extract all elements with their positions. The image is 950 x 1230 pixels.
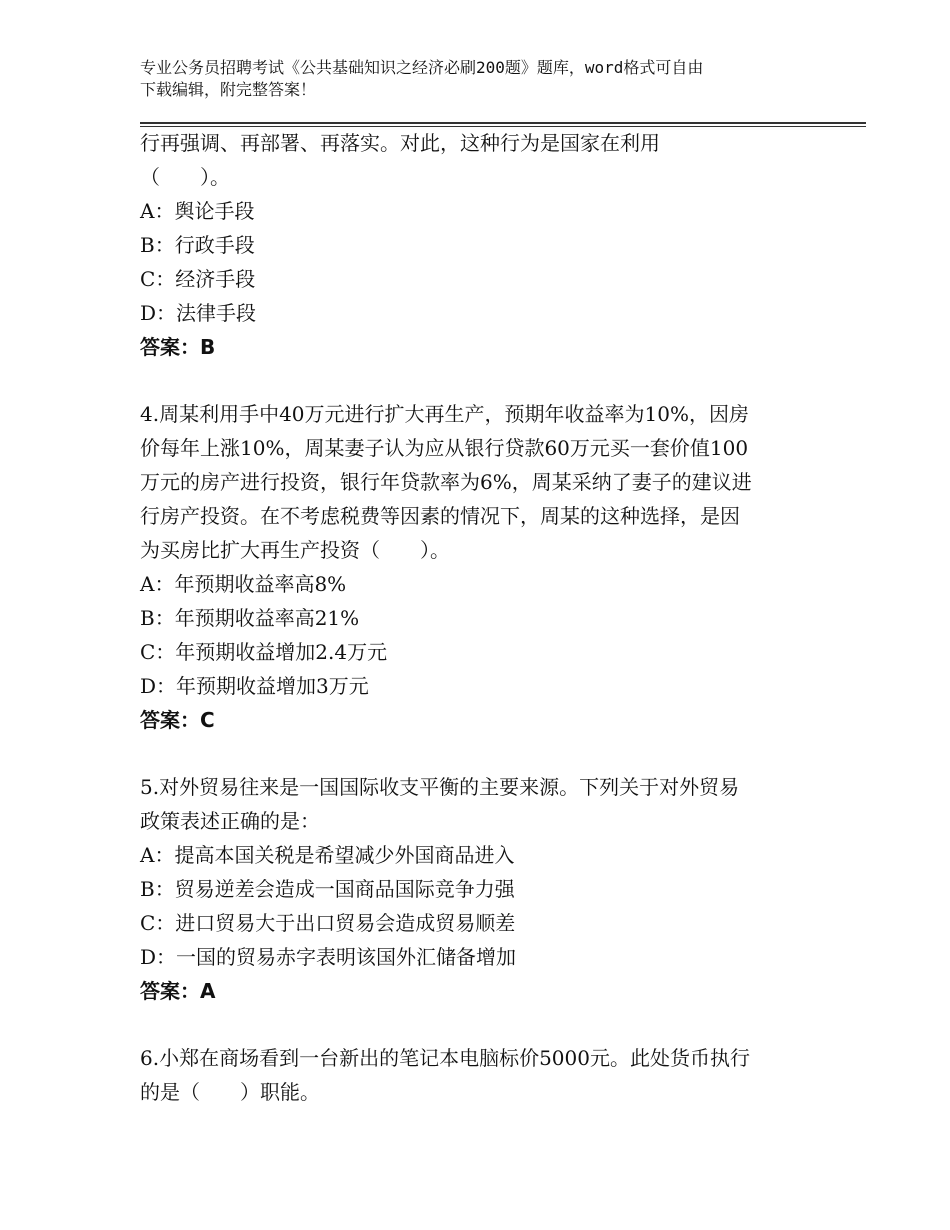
question-text-line: 5.对外贸易往来是一国国际收支平衡的主要来源。下列关于对外贸易 xyxy=(140,775,740,799)
option-b: B：行政手段 xyxy=(140,233,255,257)
question-text-line: 的是（ ）职能。 xyxy=(140,1080,320,1104)
answer-label: 答案：B xyxy=(140,335,216,359)
answer-label: 答案：C xyxy=(140,708,215,732)
question-text-line: 价每年上涨10%，周某妻子认为应从银行贷款60万元买一套价值100 xyxy=(140,436,749,460)
page-header xyxy=(140,57,820,101)
option-a: A：提高本国关税是希望减少外国商品进入 xyxy=(140,843,515,867)
question-text-line: 4.周某利用手中40万元进行扩大再生产，预期年收益率为10%，因房 xyxy=(140,402,749,426)
option-b: B：年预期收益率高21% xyxy=(140,606,360,630)
question-3 xyxy=(140,126,820,364)
spacer xyxy=(140,1008,820,1041)
question-text-line: 行再强调、再部署、再落实。对此，这种行为是国家在利用 xyxy=(140,131,660,155)
option-a: A：舆论手段 xyxy=(140,199,255,223)
question-text-line: 行房产投资。在不考虑税费等因素的情况下，周某的这种选择，是因 xyxy=(140,504,740,528)
spacer xyxy=(140,737,820,770)
option-c: C：进口贸易大于出口贸易会造成贸易顺差 xyxy=(140,911,516,935)
option-d: D：年预期收益增加3万元 xyxy=(140,674,369,698)
option-d: D：法律手段 xyxy=(140,301,257,325)
header-line-2: 下载编辑，附完整答案！ xyxy=(140,80,317,99)
question-text-line: 政策表述正确的是： xyxy=(140,809,320,833)
option-c: C：经济手段 xyxy=(140,267,256,291)
question-5 xyxy=(140,770,820,1008)
option-b: B：贸易逆差会造成一国商品国际竞争力强 xyxy=(140,877,515,901)
document-body xyxy=(140,126,820,1109)
question-4 xyxy=(140,397,820,737)
header-rule-thick xyxy=(140,122,866,124)
question-text-line: （ ）。 xyxy=(140,165,230,189)
option-c: C：年预期收益增加2.4万元 xyxy=(140,640,388,664)
question-text-line: 6.小郑在商场看到一台新出的笔记本电脑标价5000元。此处货币执行 xyxy=(140,1046,750,1070)
question-6 xyxy=(140,1041,820,1109)
header-line-1: 专业公务员招聘考试《公共基础知识之经济必刷200题》题库，word格式可自由 xyxy=(140,58,704,77)
option-d: D：一国的贸易赤字表明该国外汇储备增加 xyxy=(140,945,517,969)
question-text-line: 为买房比扩大再生产投资（ ）。 xyxy=(140,538,450,562)
answer-label: 答案：A xyxy=(140,979,216,1003)
option-a: A：年预期收益率高8% xyxy=(140,572,347,596)
question-text-line: 万元的房产进行投资，银行年贷款率为6%，周某采纳了妻子的建议进 xyxy=(140,470,752,494)
spacer xyxy=(140,364,820,397)
